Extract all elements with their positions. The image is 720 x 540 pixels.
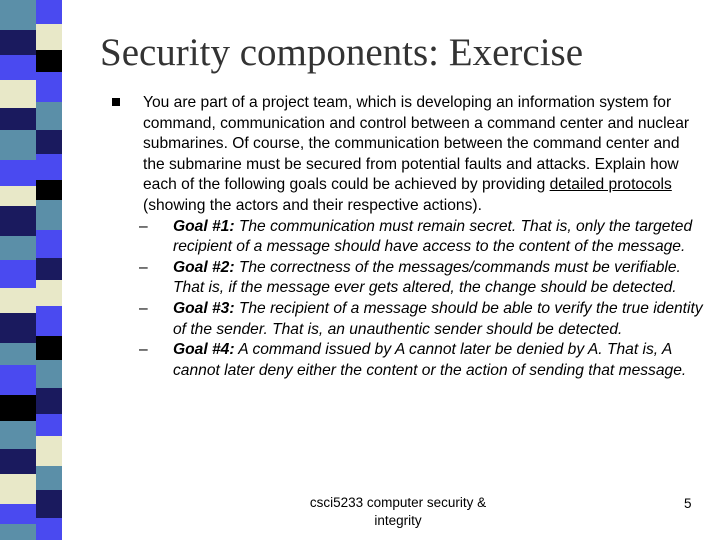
goal-1-label: Goal #1:: [173, 217, 235, 235]
decorative-stripe: [0, 0, 64, 540]
stripe-block: [0, 474, 36, 504]
goal-3-text: The recipient of a message should be able to verify the true identity of the sender. That is, an unauthentic sender should be detected.: [173, 299, 703, 338]
intro-paragraph: [143, 93, 703, 217]
goal-4-item: [139, 340, 703, 381]
goal-4-text: A command issued by A cannot later be denied by A. That is, A cannot later deny either the content or the action of sending that message.: [173, 341, 687, 379]
stripe-block: [0, 449, 36, 474]
stripe-block: [36, 50, 62, 72]
stripe-block: [0, 206, 36, 236]
stripe-block: [0, 80, 36, 108]
stripe-block: [0, 395, 36, 421]
stripe-block: [36, 258, 62, 280]
stripe-block: [0, 260, 36, 288]
stripe-block: [0, 288, 36, 313]
goal-4-label: Goal #4:: [173, 341, 235, 359]
stripe-block: [36, 102, 62, 130]
stripe-block: [0, 343, 36, 365]
stripe-block: [36, 306, 62, 336]
stripe-block: [0, 504, 36, 524]
goal-2-label: Goal #2:: [173, 258, 235, 276]
stripe-block: [0, 55, 36, 80]
stripe-block: [0, 160, 36, 186]
slide-body: [139, 93, 703, 381]
stripe-block: [36, 72, 62, 102]
intro-text-2: (showing the actors and their respective actions).: [143, 196, 482, 214]
dash-bullet: –: [139, 299, 148, 317]
stripe-block: [0, 421, 36, 449]
stripe-block: [36, 24, 62, 50]
stripe-block: [36, 200, 62, 230]
goal-1-item: [139, 217, 703, 258]
goal-2-text: The correctness of the messages/commands must be verifiable. That is, if the message ever gets altered, the change should be detected.: [173, 258, 681, 297]
goal-3-item: [139, 299, 703, 340]
stripe-block: [0, 236, 36, 260]
stripe-block: [0, 524, 36, 540]
slide-title: Security components: Exercise: [100, 31, 584, 74]
footer-course: csci5233 computer security & integrity: [309, 495, 487, 528]
stripe-block: [36, 130, 62, 154]
stripe-block: [36, 388, 62, 414]
goal-1-text: The communication must remain secret. That is, only the targeted recipient of a message should have access to the content of the message.: [173, 217, 693, 256]
stripe-block: [0, 313, 36, 343]
stripe-block: [36, 490, 62, 518]
stripe-block: [0, 0, 36, 30]
stripe-block: [36, 230, 62, 258]
stripe-block: [36, 0, 62, 24]
stripe-block: [0, 30, 36, 55]
stripe-block: [36, 436, 62, 466]
stripe-block: [36, 180, 62, 200]
dash-bullet: –: [139, 217, 148, 235]
stripe-block: [0, 130, 36, 160]
detailed-protocols-text: detailed protocols: [549, 176, 672, 194]
stripe-block: [36, 466, 62, 490]
goal-3-label: Goal #3:: [173, 299, 235, 317]
stripe-block: [36, 360, 62, 388]
dash-bullet: –: [139, 258, 148, 276]
goal-2-item: [139, 258, 703, 299]
stripe-block: [36, 414, 62, 436]
square-bullet-icon: [112, 98, 120, 106]
stripe-block: [0, 186, 36, 206]
stripe-block: [36, 518, 62, 540]
stripe-block: [36, 154, 62, 180]
stripe-block: [36, 280, 62, 306]
stripe-block: [0, 365, 36, 395]
stripe-block: [36, 336, 62, 360]
intro-text-1: You are part of a project team, which is developing an information system for command, communication and control between a command center and nuclear submarines. Of course, the communication between the command center and the submarine must be secured from potential faults and attacks. Explain how each of the following goals could be achieved by providing: [143, 94, 690, 194]
dash-bullet: –: [139, 341, 148, 359]
stripe-block: [0, 108, 36, 130]
page-number: 5: [684, 496, 692, 511]
